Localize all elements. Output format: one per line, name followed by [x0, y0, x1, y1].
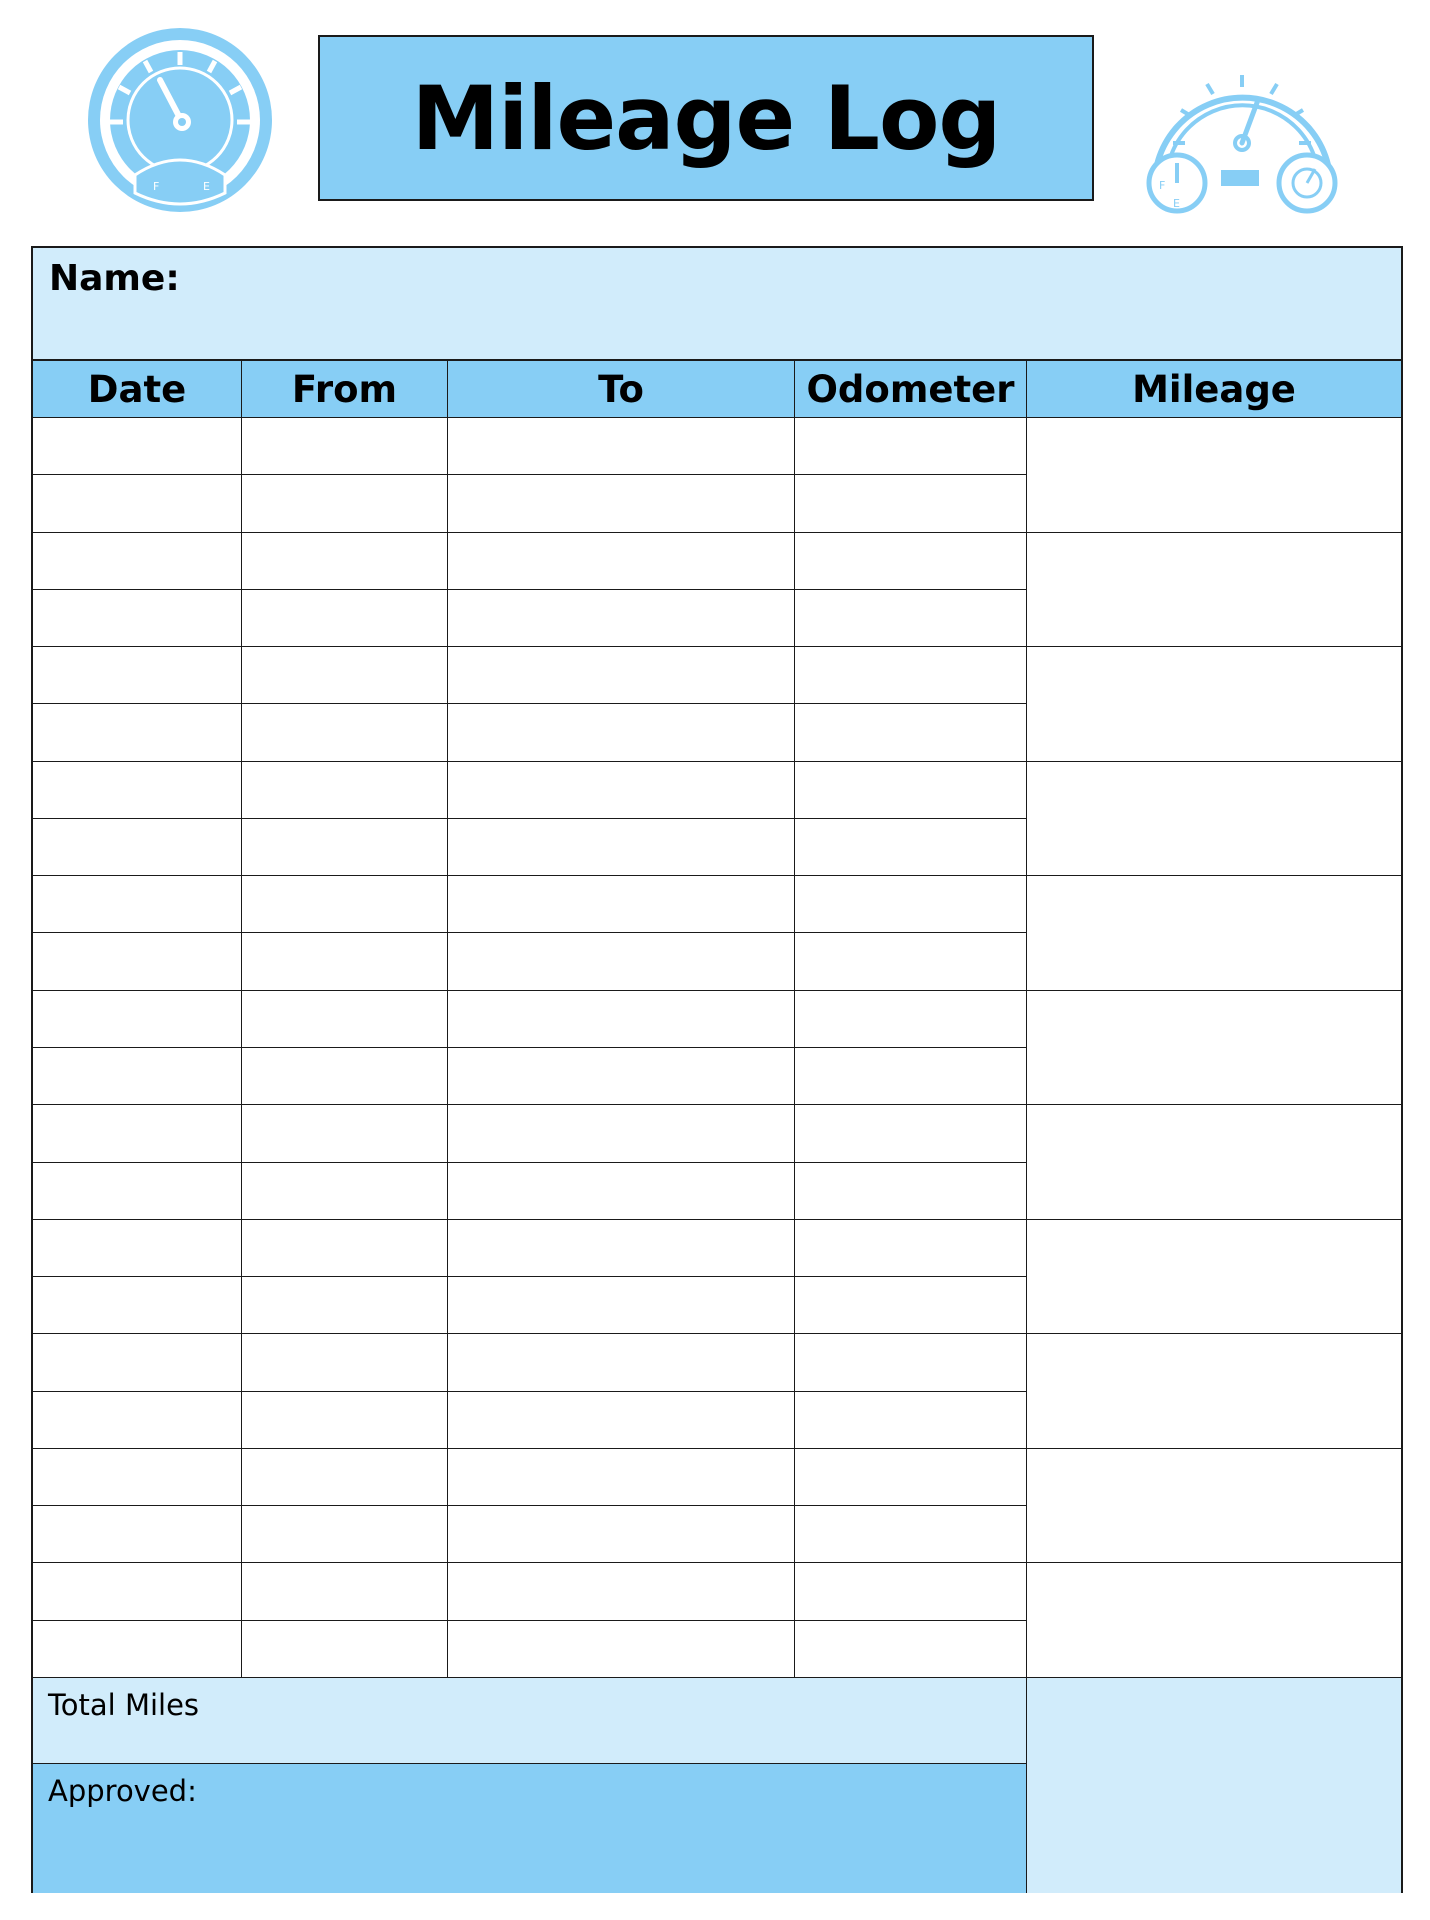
to-cell[interactable]: [448, 418, 795, 475]
date-cell[interactable]: [33, 819, 242, 876]
dashboard-cluster-icon: [1145, 45, 1340, 215]
svg-text:E: E: [203, 180, 210, 193]
odometer-cell[interactable]: [795, 1277, 1027, 1334]
total-miles-row: [33, 1678, 1027, 1764]
to-cell[interactable]: [448, 704, 795, 761]
mileage-cell[interactable]: [1027, 1220, 1401, 1335]
from-cell[interactable]: [242, 1392, 448, 1449]
odometer-cell[interactable]: [795, 1621, 1027, 1678]
to-cell[interactable]: [448, 1105, 795, 1162]
date-cell[interactable]: [33, 1506, 242, 1563]
from-cell[interactable]: [242, 647, 448, 704]
column-header-to: To: [448, 361, 795, 418]
from-cell[interactable]: [242, 475, 448, 532]
to-cell[interactable]: [448, 1334, 795, 1391]
odometer-cell[interactable]: [795, 1220, 1027, 1277]
from-cell[interactable]: [242, 1277, 448, 1334]
date-cell[interactable]: [33, 1048, 242, 1105]
odometer-cell[interactable]: [795, 704, 1027, 761]
odometer-cell[interactable]: [795, 647, 1027, 704]
date-cell[interactable]: [33, 647, 242, 704]
odometer-cell[interactable]: [795, 418, 1027, 475]
to-cell[interactable]: [448, 1563, 795, 1620]
total-miles-value-cell[interactable]: [1027, 1678, 1401, 1893]
from-cell[interactable]: [242, 1048, 448, 1105]
odometer-cell[interactable]: [795, 876, 1027, 933]
from-cell[interactable]: [242, 1220, 448, 1277]
column-header-odometer: Odometer: [795, 361, 1027, 418]
to-cell[interactable]: [448, 1220, 795, 1277]
to-cell[interactable]: [448, 1048, 795, 1105]
to-cell[interactable]: [448, 647, 795, 704]
date-cell[interactable]: [33, 876, 242, 933]
odometer-cell[interactable]: [795, 1163, 1027, 1220]
date-cell[interactable]: [33, 533, 242, 590]
mileage-cell[interactable]: [1027, 1563, 1401, 1678]
from-cell[interactable]: [242, 590, 448, 647]
name-label: Name:: [49, 258, 180, 299]
mileage-cell[interactable]: [1027, 647, 1401, 762]
date-cell[interactable]: [33, 1277, 242, 1334]
odometer-cell[interactable]: [795, 475, 1027, 532]
odometer-cell[interactable]: [795, 1506, 1027, 1563]
to-cell[interactable]: [448, 1392, 795, 1449]
date-cell[interactable]: [33, 1105, 242, 1162]
column-header-from: From: [242, 361, 448, 418]
approved-field[interactable]: [33, 1764, 1027, 1893]
page-title: Mileage Log: [411, 66, 1001, 170]
from-cell[interactable]: [242, 1449, 448, 1506]
date-cell[interactable]: [33, 1220, 242, 1277]
date-cell[interactable]: [33, 1449, 242, 1506]
fuel-gauge-icon: [85, 25, 275, 215]
from-cell[interactable]: [242, 1621, 448, 1678]
date-cell[interactable]: [33, 1621, 242, 1678]
to-cell[interactable]: [448, 1449, 795, 1506]
date-cell[interactable]: [33, 991, 242, 1048]
from-cell[interactable]: [242, 1506, 448, 1563]
odometer-cell[interactable]: [795, 1563, 1027, 1620]
mileage-cell[interactable]: [1027, 418, 1401, 533]
mileage-cell[interactable]: [1027, 762, 1401, 877]
mileage-cell[interactable]: [1027, 1449, 1401, 1564]
to-cell[interactable]: [448, 762, 795, 819]
to-cell[interactable]: [448, 991, 795, 1048]
date-cell[interactable]: [33, 704, 242, 761]
to-cell[interactable]: [448, 590, 795, 647]
to-cell[interactable]: [448, 1621, 795, 1678]
form-footer: [33, 1678, 1401, 1893]
odometer-cell[interactable]: [795, 1048, 1027, 1105]
title-banner: [318, 35, 1094, 201]
odometer-cell[interactable]: [795, 991, 1027, 1048]
from-cell[interactable]: [242, 933, 448, 990]
to-cell[interactable]: [448, 1163, 795, 1220]
total-miles-label: Total Miles: [48, 1688, 200, 1722]
log-table: [33, 361, 1401, 1678]
mileage-cell[interactable]: [1027, 991, 1401, 1106]
to-cell[interactable]: [448, 475, 795, 532]
date-cell[interactable]: [33, 1392, 242, 1449]
approved-label: Approved:: [48, 1774, 197, 1808]
mileage-cell[interactable]: [1027, 533, 1401, 648]
column-header-date: Date: [33, 361, 242, 418]
odometer-cell[interactable]: [795, 533, 1027, 590]
odometer-cell[interactable]: [795, 762, 1027, 819]
date-cell[interactable]: [33, 418, 242, 475]
date-cell[interactable]: [33, 1334, 242, 1391]
to-cell[interactable]: [448, 876, 795, 933]
to-cell[interactable]: [448, 933, 795, 990]
odometer-cell[interactable]: [795, 590, 1027, 647]
from-cell[interactable]: [242, 704, 448, 761]
svg-text:F: F: [1159, 179, 1166, 192]
date-cell[interactable]: [33, 590, 242, 647]
to-cell[interactable]: [448, 533, 795, 590]
from-cell[interactable]: [242, 1163, 448, 1220]
name-field[interactable]: [33, 248, 1401, 361]
column-header-mileage: Mileage: [1027, 361, 1401, 418]
from-cell[interactable]: [242, 1105, 448, 1162]
odometer-cell[interactable]: [795, 1449, 1027, 1506]
mileage-cell[interactable]: [1027, 1105, 1401, 1220]
from-cell[interactable]: [242, 762, 448, 819]
from-cell[interactable]: [242, 533, 448, 590]
odometer-cell[interactable]: [795, 1334, 1027, 1391]
svg-text:E: E: [1173, 197, 1180, 210]
date-cell[interactable]: [33, 1163, 242, 1220]
from-cell[interactable]: [242, 1563, 448, 1620]
to-cell[interactable]: [448, 1277, 795, 1334]
svg-text:F: F: [153, 180, 160, 193]
odometer-cell[interactable]: [795, 1105, 1027, 1162]
date-cell[interactable]: [33, 1563, 242, 1620]
from-cell[interactable]: [242, 876, 448, 933]
date-cell[interactable]: [33, 933, 242, 990]
date-cell[interactable]: [33, 475, 242, 532]
from-cell[interactable]: [242, 991, 448, 1048]
mileage-cell[interactable]: [1027, 876, 1401, 991]
mileage-log-form: [31, 246, 1403, 1893]
odometer-cell[interactable]: [795, 933, 1027, 990]
odometer-cell[interactable]: [795, 1392, 1027, 1449]
to-cell[interactable]: [448, 1506, 795, 1563]
from-cell[interactable]: [242, 819, 448, 876]
from-cell[interactable]: [242, 418, 448, 475]
from-cell[interactable]: [242, 1334, 448, 1391]
odometer-cell[interactable]: [795, 819, 1027, 876]
to-cell[interactable]: [448, 819, 795, 876]
mileage-cell[interactable]: [1027, 1334, 1401, 1449]
date-cell[interactable]: [33, 762, 242, 819]
